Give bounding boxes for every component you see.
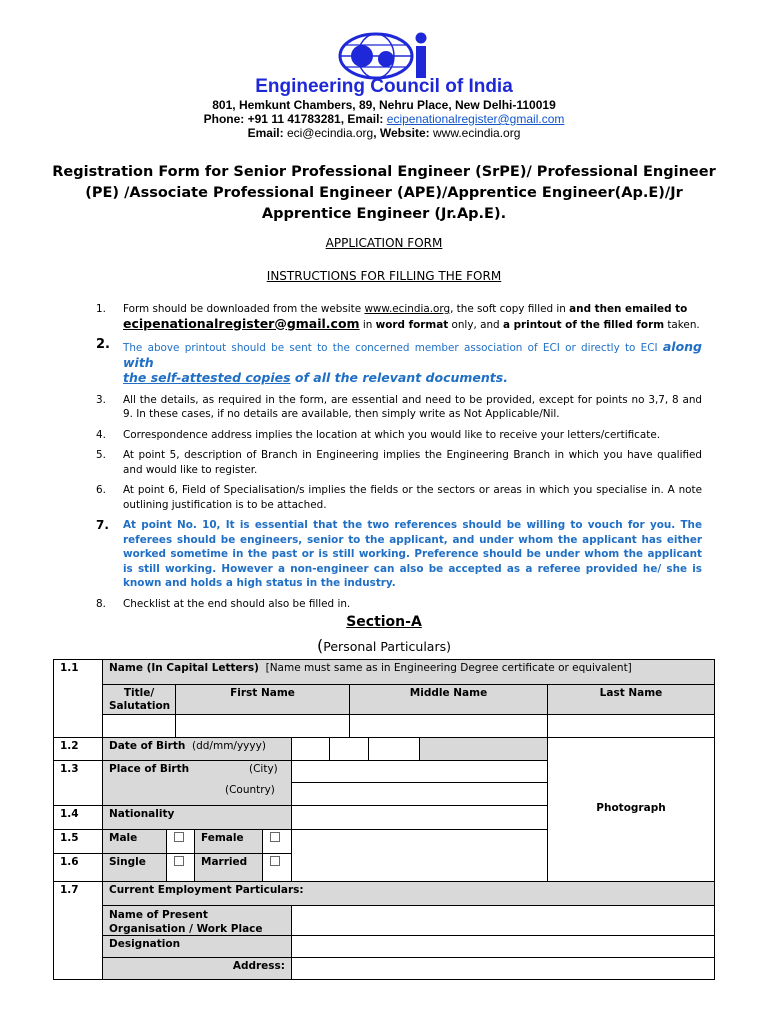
blank-cell (291, 829, 548, 882)
instruction-item: 1. Form should be downloaded from the website www.ecindia.org, the soft copy filled in and then emailed to ecipenationalregister@gmail.com in word format only, and a printout of the filled form taken. (96, 303, 700, 331)
female-checkbox[interactable] (270, 832, 280, 842)
title-input[interactable] (102, 714, 176, 738)
married-label: Married (194, 853, 263, 882)
instructions-list (96, 302, 702, 617)
place-of-birth-label: Place of Birth (City) (Country) (102, 760, 292, 806)
instruction-item: 4. Correspondence address implies the location at which you would like to receive your letters/certificate. (96, 428, 661, 441)
married-checkbox[interactable] (270, 856, 280, 866)
single-label: Single (102, 853, 167, 882)
section-title: Section-A (346, 614, 422, 630)
photograph-box[interactable]: Photograph (547, 737, 715, 882)
employment-label: Current Employment Particulars: (102, 881, 715, 906)
dob-blank (419, 737, 548, 761)
org-phone-line: Phone: +91 11 41783281, Email: ecipenationalregister@gmail.com (203, 112, 565, 126)
dob-day-input[interactable] (291, 737, 330, 761)
website-link[interactable]: www.ecindia.org (364, 303, 451, 315)
male-checkbox[interactable] (174, 832, 184, 842)
row-number: 1.2 (53, 737, 103, 761)
organisation-input[interactable] (291, 905, 715, 936)
name-row-label: Name (In Capital Letters) [Name must same as in Engineering Degree certificate or equivalent] (102, 659, 715, 685)
male-label: Male (102, 829, 167, 854)
instruction-item: 7. At point No. 10, It is essential that the two references should be willing to vouch for you. The referees should be engineers, senior to the applicant, and under whom the applicant has either worked sometime in the past or is still working. Preference should be under whom the applicant is still working. However a non-engineer can also be accepted as a referee provided he/ she is known and holds a high status in the industry. (96, 518, 702, 589)
nationality-label: Nationality (102, 805, 292, 830)
single-checkbox-cell (166, 853, 195, 882)
org-address: 801, Hemkunt Chambers, 89, Nehru Place, New Delhi-110019 (212, 98, 556, 112)
nationality-input[interactable] (291, 805, 548, 830)
last-name-header: Last Name (547, 684, 715, 715)
instruction-item: 5. At point 5, description of Branch in Engineering implies the Engineering Branch in which you have qualified and would like to register. (96, 449, 702, 476)
last-name-input[interactable] (547, 714, 715, 738)
female-label: Female (194, 829, 263, 854)
row-number: 1.7 (53, 881, 103, 980)
first-name-input[interactable] (175, 714, 350, 738)
middle-name-input[interactable] (349, 714, 548, 738)
row-number: 1.6 (53, 853, 103, 882)
designation-input[interactable] (291, 935, 715, 958)
section-subtitle: (Personal Particulars) (317, 636, 451, 655)
row-number: 1.1 (53, 659, 103, 738)
instruction-item: 6. At point 6, Field of Specialisation/s implies the fields or the sectors or areas in which you specialise in. A note outlining justification is to be attached. (96, 484, 702, 511)
birth-country-input[interactable] (291, 782, 548, 806)
instruction-item: 2. The above printout should be sent to the concerned member association of ECI or directly to ECI along with the self-attested copies of all the relevant documents. (96, 337, 702, 385)
register-email-link[interactable]: ecipenationalregister@gmail.com (386, 112, 565, 126)
dob-month-input[interactable] (329, 737, 369, 761)
address-input[interactable] (291, 957, 715, 980)
instructions-heading: INSTRUCTIONS FOR FILLING THE FORM (266, 269, 502, 283)
middle-name-header: Middle Name (349, 684, 548, 715)
instruction-item: 8. Checklist at the end should also be filled in. (96, 597, 351, 610)
single-checkbox[interactable] (174, 856, 184, 866)
birth-city-input[interactable] (291, 760, 548, 783)
org-email-line: Email: eci@ecindia.org, Website: www.ecindia.org (247, 126, 521, 140)
dob-label: Date of Birth (dd/mm/yyyy) (102, 737, 292, 761)
form-title: Registration Form for Senior Professional Engineer (SrPE)/ Professional Engineer (PE) /Associate Professional Engineer (APE)/Apprentice Engineer(Ap.E)/Jr Apprentice Engineer (Jr.Ap.E). (52, 164, 716, 222)
row-number: 1.3 (53, 760, 103, 806)
row-number: 1.4 (53, 805, 103, 830)
first-name-header: First Name (175, 684, 350, 715)
organisation-label: Name of Present Organisation / Work Place (102, 905, 292, 936)
dob-year-input[interactable] (368, 737, 420, 761)
instruction-item: 3. All the details, as required in the form, are essential and need to be provided, except for points no 3,7, 8 and 9. In these cases, if no details are available, then simply write as Not Applicable/Nil. (96, 393, 702, 420)
org-name: Engineering Council of India (255, 76, 513, 97)
married-checkbox-cell (262, 853, 292, 882)
eci-logo (338, 32, 432, 80)
address-label: Address: (102, 957, 292, 980)
title-header: Title/ Salutation (102, 684, 176, 715)
application-form-heading: APPLICATION FORM (325, 236, 443, 250)
register-email-link[interactable]: ecipenationalregister@gmail.com (123, 315, 360, 331)
female-checkbox-cell (262, 829, 292, 854)
male-checkbox-cell (166, 829, 195, 854)
row-number: 1.5 (53, 829, 103, 854)
designation-label: Designation (102, 935, 292, 958)
